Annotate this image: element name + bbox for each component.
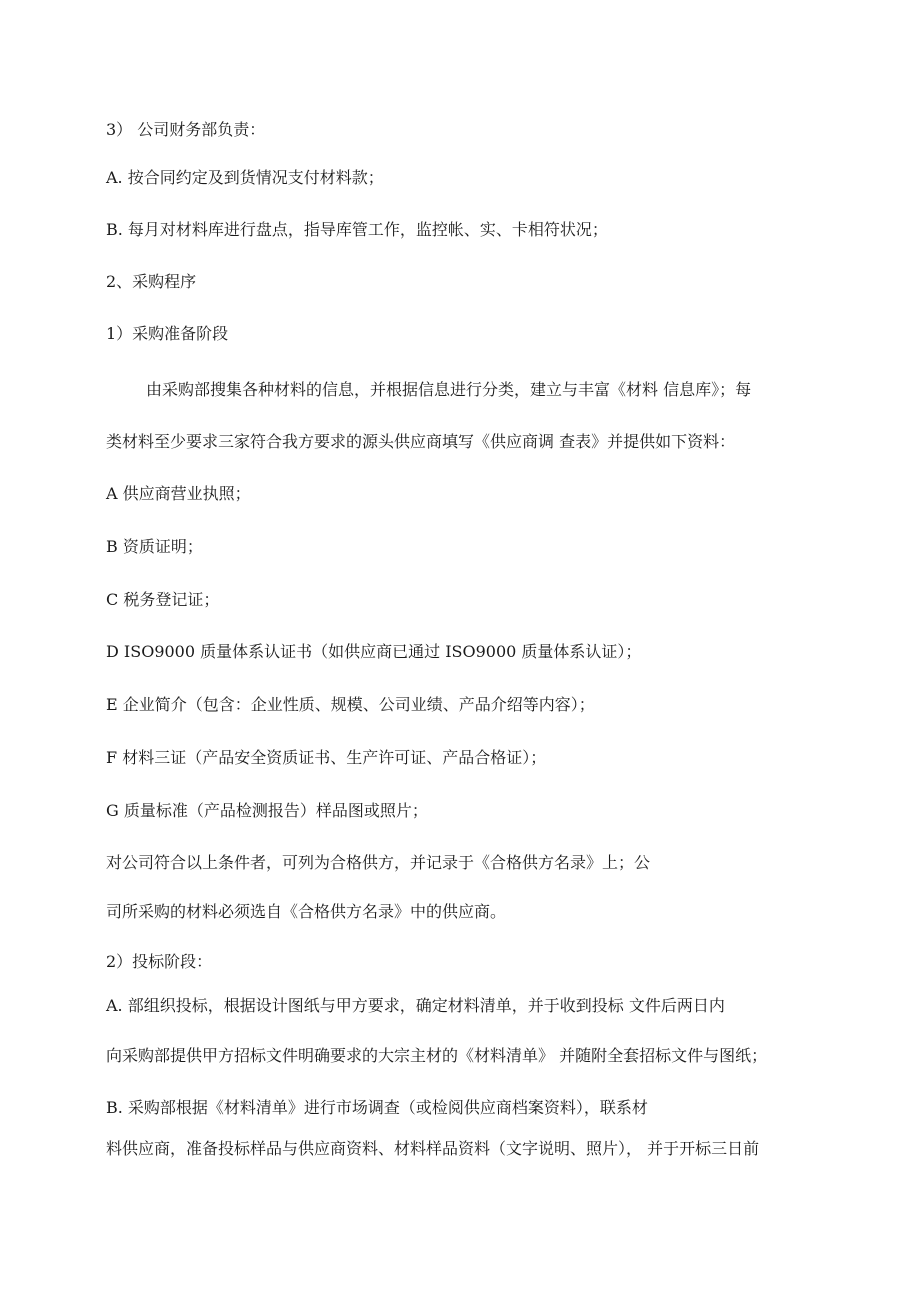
list-item-e: E 企业简介（包含：企业性质、规模、公司业绩、产品介绍等内容）； xyxy=(106,695,595,714)
bidding-item-a: A. 部组织投标，根据设计图纸与甲方要求，确定材料清单，并于收到投标 文件后两日内 xyxy=(106,996,725,1015)
finance-item-a: A. 按合同约定及到货情况支付材料款； xyxy=(106,168,384,187)
paragraph-line: 料供应商，准备投标样品与供应商资料、材料样品资料（文字说明、照片）， 并于开标三日前 xyxy=(106,1139,760,1158)
subsection-heading-preparation: 1）采购准备阶段 xyxy=(106,324,229,343)
section-heading-procurement: 2、采购程序 xyxy=(106,272,197,291)
list-item-g: G 质量标准（产品检测报告）样品图或照片； xyxy=(106,801,428,820)
item-finance-heading: 3） 公司财务部负责： xyxy=(106,120,266,139)
list-item-f: F 材料三证（产品安全资质证书、生产许可证、产品合格证）； xyxy=(106,748,547,767)
list-item-d: D ISO9000 质量体系认证书（如供应商已通过 ISO9000 质量体系认证）； xyxy=(106,642,642,661)
paragraph-line: 类材料至少要求三家符合我方要求的源头供应商填写《供应商调 查表》并提供如下资料： xyxy=(106,432,736,451)
paragraph-line: 由采购部搜集各种材料的信息，并根据信息进行分类，建立与丰富《材料 信息库》；每 xyxy=(146,380,752,399)
bidding-item-b: B. 采购部根据《材料清单》进行市场调查（或检阅供应商档案资料），联系材 xyxy=(106,1098,648,1117)
subsection-heading-bidding: 2）投标阶段： xyxy=(106,952,213,971)
paragraph-line: 司所采购的材料必须选自《合格供方名录》中的供应商。 xyxy=(106,902,507,921)
paragraph-line: 对公司符合以上条件者，可列为合格供方，并记录于《合格供方名录》上；公 xyxy=(106,853,651,872)
finance-item-b: B. 每月对材料库进行盘点，指导库管工作，监控帐、实、卡相符状况； xyxy=(106,220,608,239)
list-item-b: B 资质证明； xyxy=(106,537,203,556)
paragraph-line: 向采购部提供甲方招标文件明确要求的大宗主材的《材料清单》 并随附全套招标文件与图纸； xyxy=(106,1046,768,1065)
list-item-a: A 供应商营业执照； xyxy=(106,484,251,503)
list-item-c: C 税务登记证； xyxy=(106,590,220,609)
